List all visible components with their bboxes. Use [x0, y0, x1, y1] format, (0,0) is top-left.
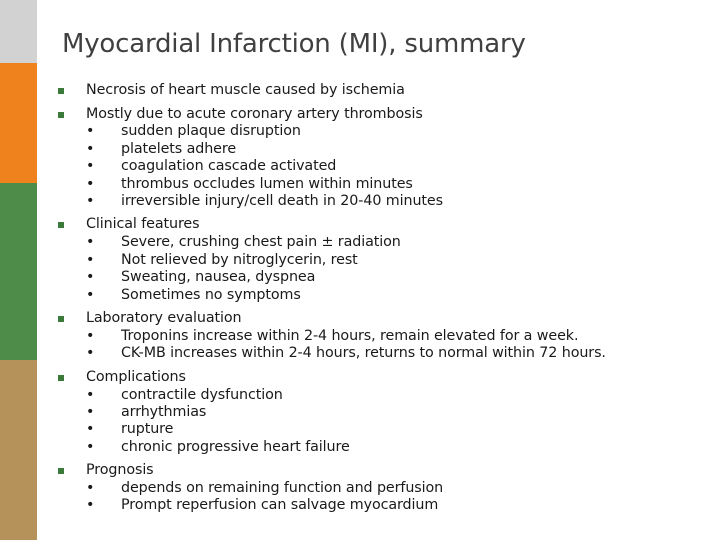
sub-bullet-icon: • — [86, 386, 95, 403]
sub-bullet-icon: • — [86, 140, 95, 157]
sub-item — [86, 421, 173, 438]
sub-bullet-icon: • — [86, 345, 95, 362]
section-bullet-icon — [58, 468, 64, 474]
sub-item-text: Sometimes no symptoms — [121, 286, 301, 303]
section-label: Necrosis of heart muscle caused by ischemia — [86, 82, 405, 98]
section-label: Clinical features — [86, 216, 200, 233]
sub-item — [86, 158, 336, 175]
sub-item — [86, 328, 578, 345]
sub-item — [86, 480, 443, 497]
section-bullet-icon — [58, 88, 64, 94]
sub-item-text: Prompt reperfusion can salvage myocardium — [121, 497, 439, 514]
sub-bullet-icon: • — [86, 251, 95, 268]
section-bullet-icon — [58, 375, 64, 381]
sub-item — [86, 497, 438, 514]
sub-item — [86, 176, 413, 193]
sub-item-text: arrhythmias — [121, 403, 207, 420]
sub-bullet-icon: • — [86, 123, 95, 140]
sub-item-text: Not relieved by nitroglycerin, rest — [121, 251, 358, 268]
sub-item-text: sudden plaque disruption — [121, 123, 301, 140]
sub-item-text: rupture — [121, 421, 174, 438]
section-bullet-icon — [58, 112, 64, 118]
sub-item-text: platelets adhere — [121, 140, 237, 157]
sub-item — [86, 439, 350, 456]
sub-item — [86, 123, 301, 140]
sub-item-text: CK-MB increases within 2-4 hours, returns to normal within 72 hours. — [121, 345, 606, 362]
sub-item-text: coagulation cascade activated — [121, 158, 337, 175]
sub-bullet-icon: • — [86, 497, 95, 514]
sub-item — [86, 234, 401, 251]
sub-bullet-icon: • — [86, 286, 95, 303]
sub-bullet-icon: • — [86, 403, 95, 420]
sub-item-text: chronic progressive heart failure — [121, 438, 350, 455]
section-bullet-icon — [58, 316, 64, 322]
section-label: Mostly due to acute coronary artery thrombosis — [86, 105, 423, 122]
sub-item — [86, 141, 236, 158]
section-label: Laboratory evaluation — [86, 309, 242, 326]
sub-bullet-icon: • — [86, 193, 95, 209]
section-bullet-icon — [58, 222, 64, 228]
sub-bullet-icon: • — [86, 421, 95, 438]
sub-item — [86, 193, 443, 210]
sub-bullet-icon: • — [86, 327, 95, 344]
sub-bullet-icon: • — [86, 438, 95, 455]
sub-bullet-icon: • — [86, 480, 95, 496]
sub-bullet-icon: • — [86, 158, 95, 175]
section-label: Complications — [86, 368, 186, 385]
sub-item — [86, 404, 206, 421]
sub-item-text: Sweating, nausea, dyspnea — [121, 269, 316, 286]
sub-item-text: thrombus occludes lumen within minutes — [121, 175, 413, 192]
slide-title: Myocardial Infarction (MI), summary — [62, 29, 526, 59]
sub-item — [86, 269, 315, 286]
sub-item-text: depends on remaining function and perfusion — [121, 480, 444, 496]
sub-item — [86, 345, 606, 362]
sub-item-text: contractile dysfunction — [121, 386, 283, 403]
sub-item — [86, 252, 358, 269]
sub-item-text: Severe, crushing chest pain ± radiation — [121, 234, 401, 251]
sub-bullet-icon: • — [86, 175, 95, 192]
sub-item — [86, 387, 283, 404]
sub-bullet-icon: • — [86, 269, 95, 286]
sub-item — [86, 287, 301, 304]
sub-bullet-icon: • — [86, 234, 95, 251]
sub-item-text: irreversible injury/cell death in 20-40 minutes — [121, 193, 443, 209]
sub-item-text: Troponins increase within 2-4 hours, remain elevated for a week. — [121, 327, 579, 344]
section-label: Prognosis — [86, 462, 154, 479]
